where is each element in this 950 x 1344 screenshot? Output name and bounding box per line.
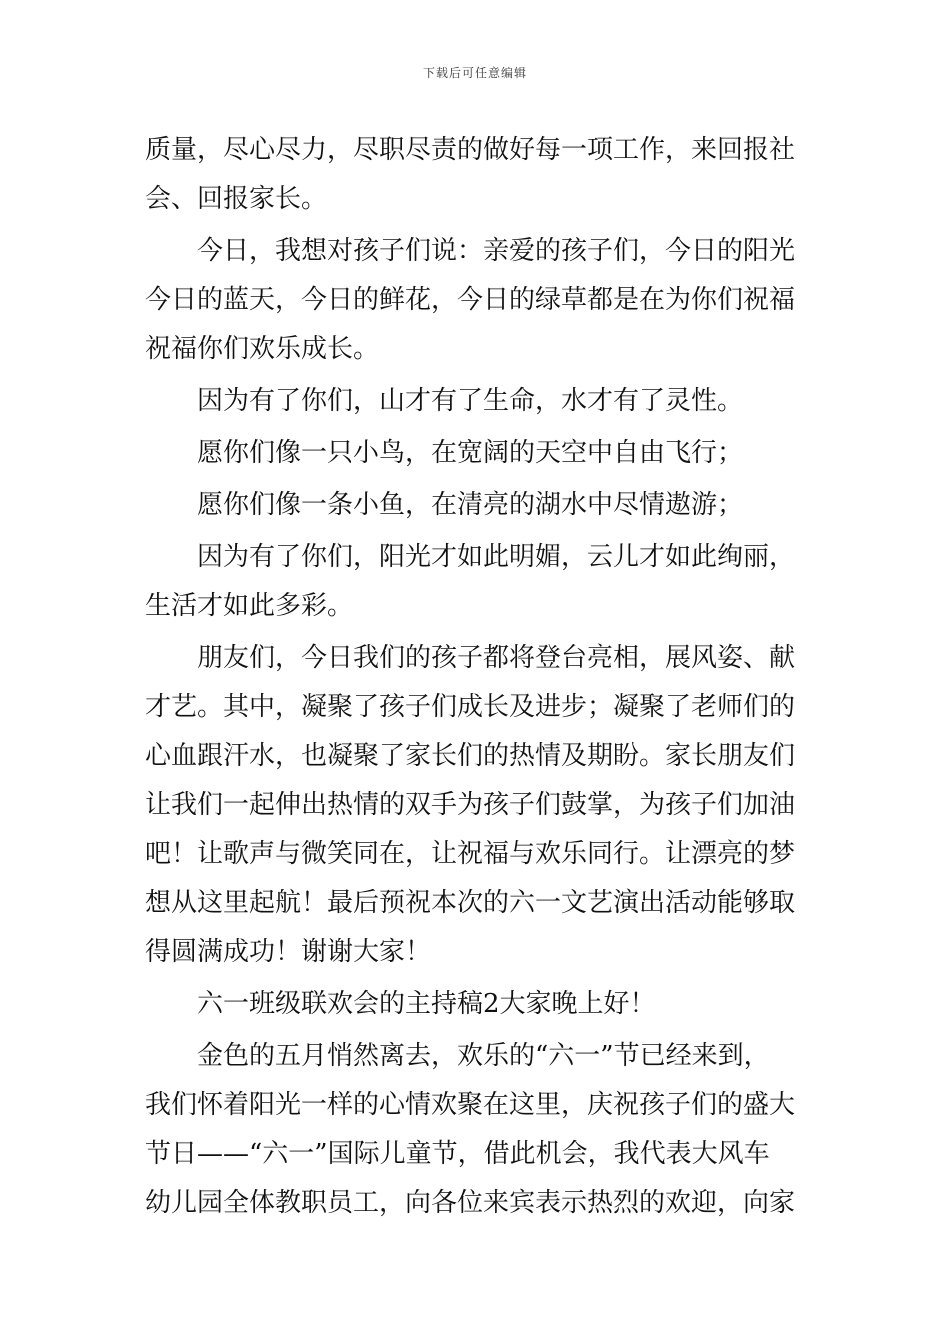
text-line: 吧！让歌声与微笑同在，让祝福与欢乐同行。让漂亮的梦 [145,839,796,869]
text-line: 因为有了你们，阳光才如此明媚，云儿才如此绚丽， [197,542,796,572]
text-line: 幼儿园全体教职员工，向各位来宾表示热烈的欢迎，向家 [145,1188,796,1218]
text-line: 因为有了你们，山才有了生命，水才有了灵性。 [197,386,744,416]
text-line: 愿你们像一条小鱼，在清亮的湖水中尽情遨游； [197,490,744,520]
text-line: 金色的五月悄然离去，欢乐的“六一”节已经来到， [197,1041,770,1071]
text-line: 朋友们，今日我们的孩子都将登台亮相，展风姿、献 [197,643,796,673]
text-line: 愿你们像一只小鸟，在宽阔的天空中自由飞行； [197,438,744,468]
page-header: 下载后可任意编辑 [422,66,527,80]
document-body [145,126,810,1228]
text-line: 让我们一起伸出热情的双手为孩子们鼓掌，为孩子们加油 [145,790,796,820]
text-line: 我们怀着阳光一样的心情欢聚在这里，庆祝孩子们的盛大 [145,1090,796,1120]
text-line: 祝福你们欢乐成长。 [145,334,380,364]
text-line: 会、回报家长。 [145,184,328,214]
text-line: 今日，我想对孩子们说：亲爱的孩子们，今日的阳光 [197,236,796,266]
text-line: 得圆满成功！谢谢大家！ [145,937,432,967]
text-line: 质量，尽心尽力，尽职尽责的做好每一项工作，来回报社 [145,135,796,165]
text-line: 想从这里起航！最后预祝本次的六一文艺演出活动能够取 [145,888,796,918]
text-line: 节日——“六一”国际儿童节，借此机会，我代表大风车 [145,1139,770,1169]
text-line: 才艺。其中，凝聚了孩子们成长及进步；凝聚了老师们的 [145,692,796,722]
text-line: 生活才如此多彩。 [145,591,354,621]
text-line: 今日的蓝天，今日的鲜花，今日的绿草都是在为你们祝福 [145,285,796,315]
text-line: 心血跟汗水，也凝聚了家长们的热情及期盼。家长朋友们 [145,741,796,771]
text-line: 六一班级联欢会的主持稿2大家晚上好！ [197,989,656,1019]
